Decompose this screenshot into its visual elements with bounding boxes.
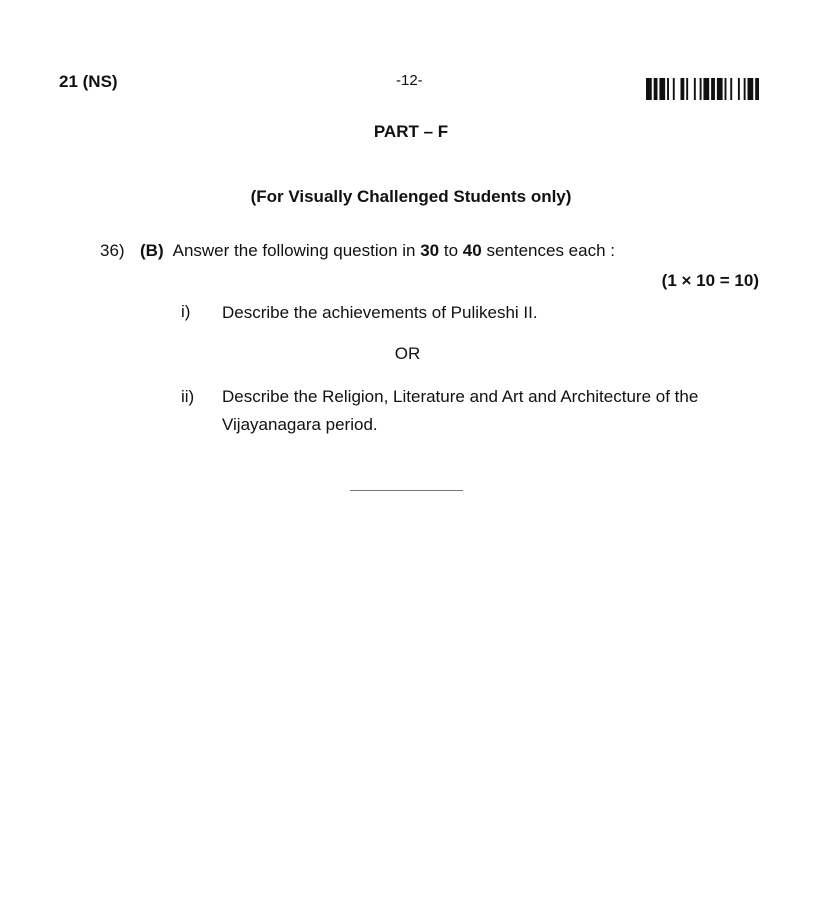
max-sentences: 40 <box>462 241 482 260</box>
barcode-bar <box>730 78 732 100</box>
barcode-bar <box>673 78 675 100</box>
instruction-post: sentences each : <box>486 241 615 260</box>
option-label-1: i) <box>181 302 191 321</box>
option-label-2: ii) <box>181 387 195 406</box>
instruction-pre: Answer the following question in <box>172 241 416 260</box>
question-section: (B) <box>140 241 164 260</box>
part-title: PART – F <box>373 122 449 141</box>
barcode-bar <box>659 78 665 100</box>
question-number: 36) <box>100 241 125 260</box>
barcode-bar <box>744 78 746 100</box>
barcode-bar <box>711 78 715 100</box>
barcode-bar <box>667 78 669 100</box>
barcode-bar <box>725 78 727 100</box>
section-subtitle: (For Visually Challenged Students only) <box>250 187 572 206</box>
end-rule <box>350 490 463 491</box>
barcode-bar <box>717 78 723 100</box>
instruction-to: to <box>443 241 459 260</box>
barcode-bar <box>694 78 696 100</box>
barcode-bar <box>646 78 652 100</box>
marks-allocation: (1 × 10 = 10) <box>661 271 759 290</box>
option-text-2: Describe the Religion, Literature and Art and Architecture of the Vijayanagara period. <box>222 387 699 434</box>
barcode-bar <box>755 78 759 100</box>
page-number: -12- <box>396 72 423 89</box>
barcode-bar <box>700 78 702 100</box>
barcode-bar <box>654 78 658 100</box>
or-separator: OR <box>394 344 421 363</box>
barcode <box>646 78 759 100</box>
question-line <box>100 241 615 261</box>
barcode-bar <box>703 78 709 100</box>
barcode-bar <box>738 78 740 100</box>
option-text-1: Describe the achievements of Pulikeshi II. <box>222 303 538 322</box>
min-sentences: 30 <box>420 241 440 260</box>
paper-code: 21 (NS) <box>59 72 118 91</box>
barcode-bar <box>686 78 688 100</box>
barcode-bar <box>748 78 754 100</box>
barcode-bar <box>680 78 684 100</box>
